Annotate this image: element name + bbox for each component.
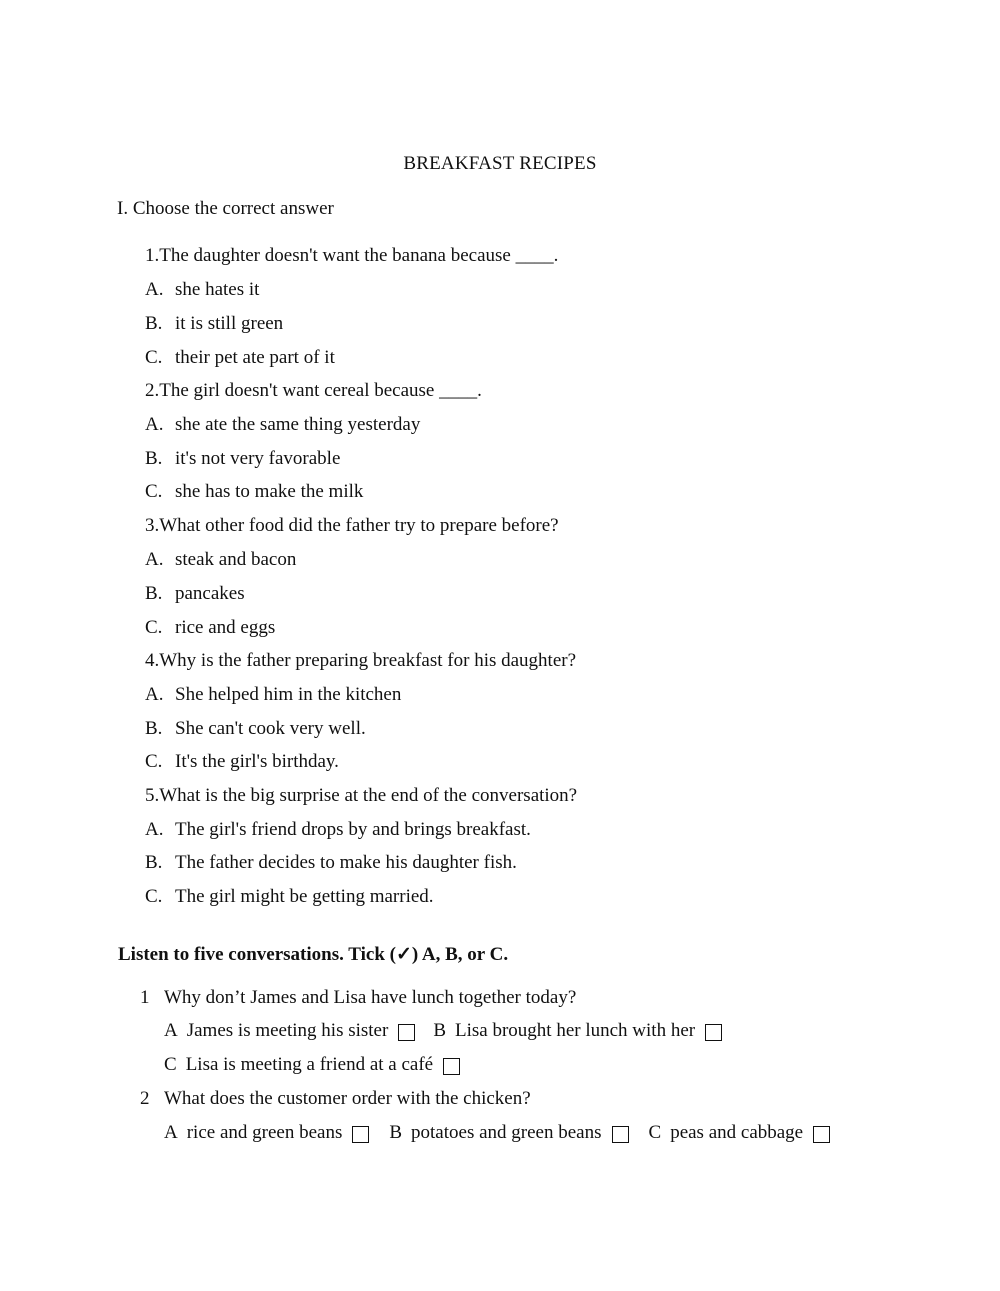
q2-option-c [145, 481, 363, 503]
question-number: 4. [145, 650, 160, 671]
option-text: It's the girl's birthday. [175, 751, 339, 772]
option-text: She helped him in the kitchen [175, 684, 402, 705]
option-text: she hates it [175, 279, 260, 300]
option-letter: C [164, 1054, 177, 1075]
listen-q2-options-row [164, 1122, 830, 1144]
option-letter: C. [145, 751, 163, 772]
q4-option-a [145, 684, 401, 706]
option-text: steak and bacon [175, 549, 297, 570]
q2-option-a [145, 414, 420, 436]
q1-option-c [145, 347, 335, 369]
listen-question-1-number: 1 [140, 987, 150, 1008]
tick-checkbox[interactable] [398, 1024, 415, 1041]
q4-option-b [145, 718, 366, 740]
question-text: The daughter doesn't want the banana because ____. [159, 245, 559, 266]
question-text: What is the big surprise at the end of the conversation? [159, 785, 578, 806]
listen-q1-option-c [164, 1054, 460, 1076]
listen-q2-option-c [649, 1122, 831, 1144]
question-5 [145, 785, 577, 807]
q1-option-b [145, 313, 283, 335]
option-letter: B [389, 1122, 403, 1143]
section-heading-choose: I. Choose the correct answer [117, 198, 334, 219]
option-letter: C. [145, 347, 163, 368]
option-letter: B [433, 1020, 447, 1041]
option-text: She can't cook very well. [175, 718, 366, 739]
option-text: Lisa brought her lunch with her [455, 1020, 696, 1041]
tick-checkbox[interactable] [813, 1126, 830, 1143]
option-text: rice and eggs [175, 617, 276, 638]
listen-q2-option-b [389, 1122, 628, 1144]
option-letter: B. [145, 448, 163, 469]
option-text: peas and cabbage [670, 1122, 804, 1143]
option-text: she ate the same thing yesterday [175, 414, 421, 435]
option-letter: A. [145, 414, 164, 435]
question-text: The girl doesn't want cereal because ____. [159, 380, 482, 401]
option-letter: B. [145, 583, 163, 604]
option-letter: A. [145, 549, 164, 570]
q3-option-a [145, 549, 296, 571]
question-2 [145, 380, 482, 402]
q5-option-a [145, 819, 531, 841]
section-heading-listen: Listen to five conversations. Tick (✓) A, B, or C. [118, 944, 509, 965]
option-letter: B. [145, 852, 163, 873]
option-letter: A [164, 1020, 178, 1041]
question-number: 1. [145, 245, 160, 266]
question-text: What other food did the father try to prepare before? [159, 515, 559, 536]
option-letter: A [164, 1122, 178, 1143]
option-text: it's not very favorable [175, 448, 341, 469]
option-text: it is still green [175, 313, 284, 334]
listen-q1-option-a [164, 1020, 415, 1042]
listen-question-2-text: What does the customer order with the chicken? [164, 1088, 531, 1109]
page-title: BREAKFAST RECIPES [403, 153, 597, 174]
option-letter: C [648, 1122, 662, 1143]
q5-option-c [145, 886, 434, 908]
option-letter: A. [145, 684, 164, 705]
option-text: The father decides to make his daughter fish. [175, 852, 517, 873]
listen-q1-options-row-1 [164, 1020, 722, 1042]
option-letter: C. [145, 481, 163, 502]
q5-option-b [145, 852, 517, 874]
option-text: James is meeting his sister [186, 1020, 389, 1041]
option-letter: B. [145, 718, 163, 739]
option-text: The girl's friend drops by and brings breakfast. [175, 819, 531, 840]
option-text: rice and green beans [186, 1122, 343, 1143]
option-text: Lisa is meeting a friend at a café [185, 1054, 434, 1075]
question-1 [145, 245, 558, 267]
question-4 [145, 650, 576, 672]
question-number: 3. [145, 515, 160, 536]
tick-checkbox[interactable] [705, 1024, 722, 1041]
option-text: potatoes and green beans [411, 1122, 602, 1143]
q3-option-b [145, 583, 245, 605]
tick-checkbox[interactable] [352, 1126, 369, 1143]
option-text: The girl might be getting married. [175, 886, 434, 907]
listen-question-1-text: Why don’t James and Lisa have lunch together today? [164, 987, 577, 1008]
option-letter: C. [145, 617, 163, 638]
listen-q1-options-row-2 [164, 1054, 460, 1076]
option-letter: B. [145, 313, 163, 334]
option-text: she has to make the milk [175, 481, 364, 502]
listen-q2-option-a [164, 1122, 369, 1144]
option-text: pancakes [175, 583, 245, 604]
q3-option-c [145, 617, 275, 639]
q1-option-a [145, 279, 259, 301]
option-text: their pet ate part of it [175, 347, 335, 368]
option-letter: A. [145, 279, 164, 300]
option-letter: A. [145, 819, 164, 840]
question-text: Why is the father preparing breakfast for his daughter? [159, 650, 577, 671]
listen-question-2-number: 2 [140, 1088, 150, 1109]
question-number: 5. [145, 785, 160, 806]
question-number: 2. [145, 380, 160, 401]
tick-checkbox[interactable] [612, 1126, 629, 1143]
option-letter: C. [145, 886, 163, 907]
question-3 [145, 515, 559, 537]
listen-q1-option-b [433, 1020, 722, 1042]
tick-checkbox[interactable] [443, 1058, 460, 1075]
q4-option-c [145, 751, 339, 773]
q2-option-b [145, 448, 340, 470]
